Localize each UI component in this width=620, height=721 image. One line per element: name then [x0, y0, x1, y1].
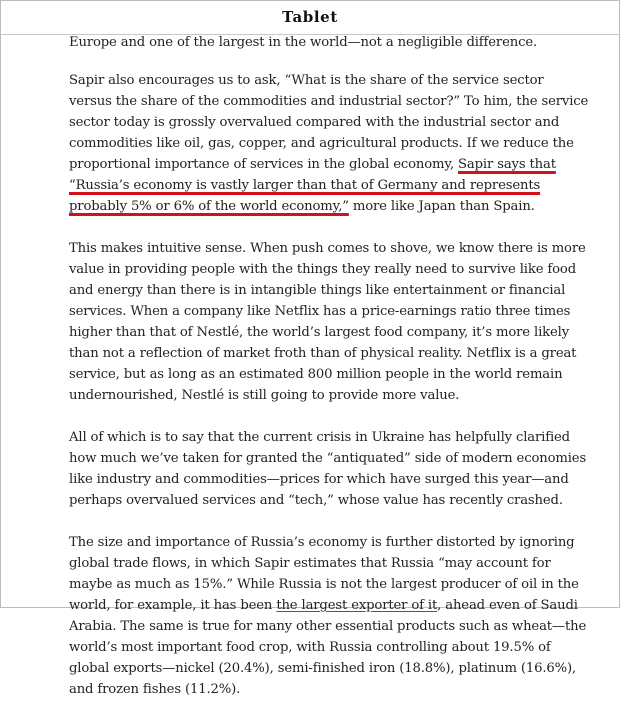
paragraph-4-text: All of which is to say that the current crisis in Ukraine has helpfully clarified how much we’ve taken for granted the “antiquated” side of modern economies like industry and commodities—prices for which have surged this year—and perhaps overvalued services and “tech,” whose value has recently crashed.	[69, 430, 587, 508]
paragraph-1	[69, 32, 589, 53]
paragraph-1-text: Europe and one of the largest in the world—not a negligible difference.	[69, 35, 538, 50]
paragraph-2	[69, 70, 589, 217]
paragraph-2-text-after: more like Japan than Spain.	[348, 199, 535, 214]
paragraph-3	[69, 238, 589, 406]
paragraph-4	[69, 427, 589, 511]
article-body	[69, 32, 589, 721]
highlighted-quote: Sapir says that “Russia’s economy is vastly larger than that of Germany and represents probably 5% or 6% of the world economy,”	[69, 157, 556, 214]
paragraph-3-text: This makes intuitive sense. When push comes to shove, we know there is more value in providing people with the things they really need to survive like food and energy than there is in intangible things like entertainment or financial services. When a company like Netflix has a price-earnings ratio three times higher than that of Nestlé, the world’s largest food company, it’s more likely than not a reflection of market froth than of physical reality. Netflix is a great service, but as long as an estimated 800 million people in the world remain undernourished, Nestlé is still going to provide more value.	[69, 241, 586, 403]
paragraph-5	[69, 532, 589, 700]
largest-exporter-link[interactable]: the largest exporter of it	[276, 598, 438, 613]
tablet-logo[interactable]: Tablet	[282, 8, 338, 26]
paragraph-5-text-after: , ahead even of Saudi Arabia. The same is true for many other essential products such as wheat—the world’s most important food crop, with Russia controlling about 19.5% of global exports—nickel (20.4%), semi-finished iron (18.8%), platinum (16.6%), and frozen fishes (11.2%).	[69, 598, 587, 697]
paragraph-2-text-before: Sapir also encourages us to ask, “What is the share of the service sector versus the share of the commodities and industrial sector?” To him, the service sector today is grossly overvalued compared with the industrial sector and commodities like oil, gas, copper, and agricultural products. If we reduce the proportional importance of services in the global economy,	[69, 73, 589, 172]
site-header	[1, 1, 619, 35]
paragraph-5-text-before: The size and importance of Russia’s economy is further distorted by ignoring global trade flows, in which Sapir estimates that Russia “may account for maybe as much as 15%.” While Russia is not the largest producer of oil in the world, for example, it has been	[69, 535, 579, 613]
